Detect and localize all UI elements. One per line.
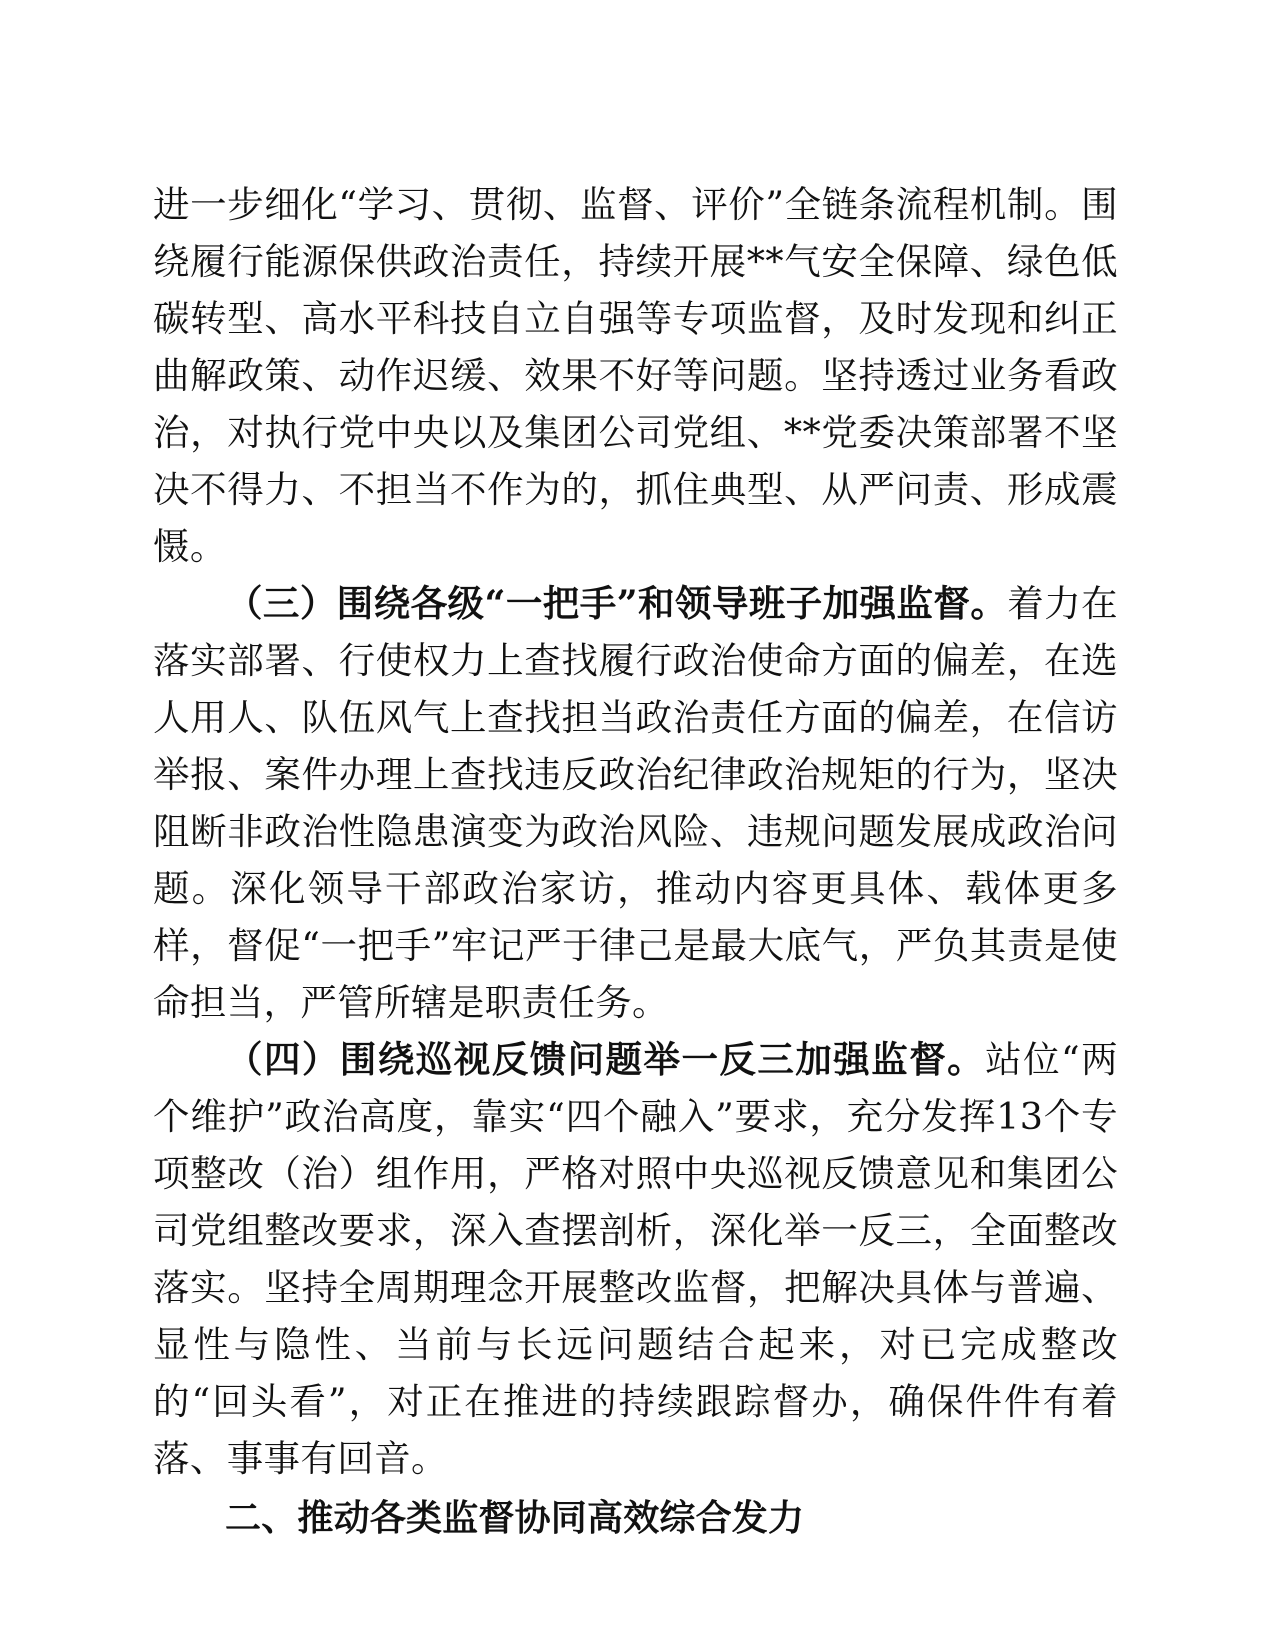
section-heading-2: 二、推动各类监督协同高效综合发力 bbox=[225, 1498, 805, 1539]
section-4-body: 站位“两个维护”政治高度，靠实“四个融入”要求，充分发挥13个专项整改（治）组作用，严格对照中央巡视反馈意见和集团公司党组整改要求，深入查摆剖析，深化举一反三，全面整改落实。坚持全周期理念开展整改监督，把解决具体与普遍、显性与隐性、当前与长远问题结合起来，对已完成整改的“回头看”，对正在推进的持续跟踪督办，确保件件有着落、事事有回音。 bbox=[153, 1038, 1119, 1480]
paragraph-section-3 bbox=[153, 575, 1118, 1031]
paragraph-section-4 bbox=[153, 1031, 1118, 1487]
sub-heading-4: （四）围绕巡视反馈问题举一反三加强监督。 bbox=[226, 1038, 986, 1081]
document-body bbox=[153, 176, 1118, 1547]
paragraph-1: 进一步细化“学习、贯彻、监督、评价”全链条流程机制。围绕履行能源保供政治责任，持续开展**气安全保障、绿色低碳转型、高水平科技自立自强等专项监督，及时发现和纠正曲解政策、动作迟缓、效果不好等问题。坚持透过业务看政治，对执行党中央以及集团公司党组、**党委决策部署不坚决不得力、不担当不作为的，抓住典型、从严问责、形成震慑。 bbox=[153, 183, 1118, 568]
sub-heading-3: （三）围绕各级“一把手”和领导班子加强监督。 bbox=[226, 582, 1008, 625]
section-3-body: 着力在落实部署、行使权力上查找履行政治使命方面的偏差，在选人用人、队伍风气上查找担当政治责任方面的偏差，在信访举报、案件办理上查找违反政治纪律政治规矩的行为，坚决阻断非政治性隐患演变为政治风险、违规问题发展成政治问题。深化领导干部政治家访，推动内容更具体、载体更多样，督促“一把手”牢记严于律己是最大底气，严负其责是使命担当，严管所辖是职责任务。 bbox=[153, 582, 1118, 1024]
